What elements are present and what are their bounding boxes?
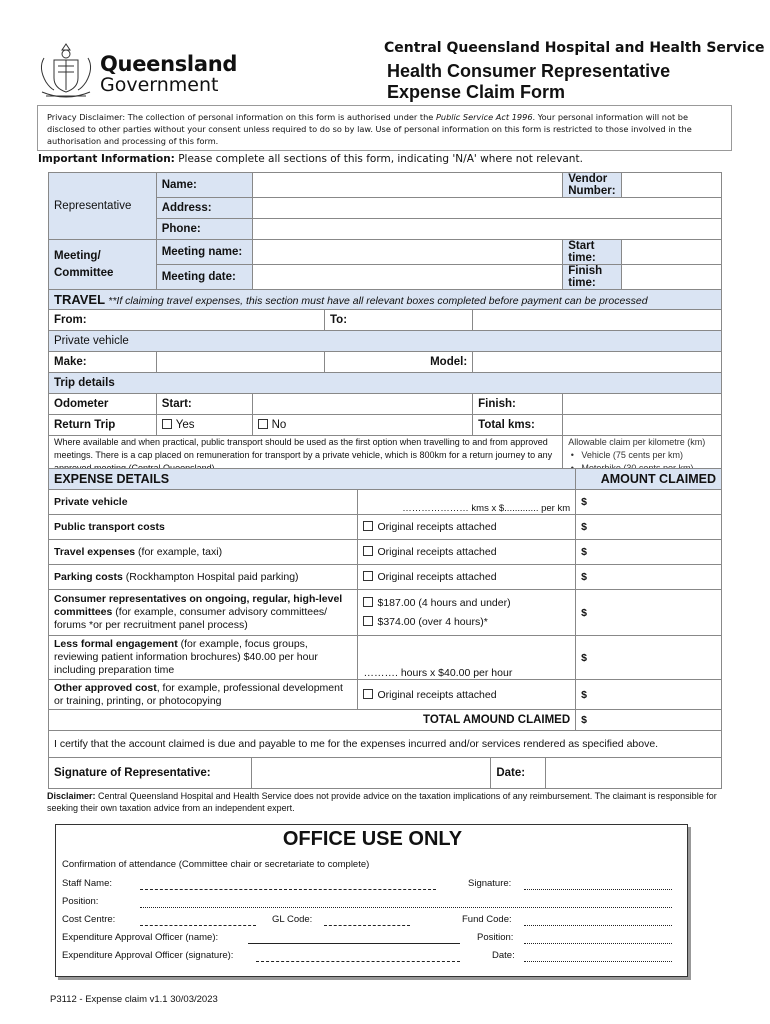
finish-time-label: Finish time:: [563, 265, 621, 290]
important-information: [38, 153, 583, 165]
vendor-number-label: Vendor Number:: [563, 173, 621, 198]
name-label: Name:: [156, 173, 252, 198]
eao-signature-field[interactable]: [256, 961, 460, 962]
amount-field[interactable]: $: [576, 540, 722, 565]
expense-row-consumer-rep: Consumer representatives on ongoing, regular, high-level committees (for example, consumer advisory committees/ forums *or per recruitment panel process): [49, 590, 358, 636]
representative-section-label: Representative: [49, 173, 157, 240]
claim-form-table: [48, 172, 722, 476]
staff-name-field[interactable]: [140, 889, 436, 890]
phone-field[interactable]: [252, 219, 721, 240]
amount-claimed-title: AMOUNT CLAIMED: [576, 469, 722, 490]
meeting-name-label: Meeting name:: [156, 240, 252, 265]
odometer-finish-field[interactable]: [563, 394, 722, 415]
meeting-name-field[interactable]: [252, 240, 563, 265]
total-kms-field[interactable]: [563, 415, 722, 436]
vendor-number-field[interactable]: [621, 173, 721, 198]
staff-name-label: Staff Name:: [62, 878, 112, 889]
confirmation-label: Confirmation of attendance (Committee chair or secretariate to complete): [62, 859, 370, 870]
signature-field[interactable]: [251, 758, 491, 789]
logo-wordmark-line1: Queensland: [100, 52, 238, 76]
important-text: Please complete all sections of this form, indicating 'N/A' where not relevant.: [174, 153, 583, 165]
amount-field[interactable]: $: [576, 680, 722, 710]
phone-label: Phone:: [156, 219, 252, 240]
form-footer: P3112 - Expense claim v1.1 30/03/2023: [50, 994, 218, 1005]
consumer-opt-187[interactable]: $187.00 (4 hours and under): [363, 594, 570, 613]
total-label: TOTAL AMOUND CLAIMED: [49, 710, 576, 731]
eao-name-label: Expenditure Approval Officer (name):: [62, 932, 219, 943]
queensland-crest-icon: [36, 40, 96, 102]
signature-label-office: Signature:: [468, 878, 512, 889]
position2-field[interactable]: [524, 943, 672, 944]
amount-field[interactable]: $: [576, 590, 722, 636]
eao-signature-label: Expenditure Approval Officer (signature):: [62, 950, 234, 961]
trip-details-header: Trip details: [49, 373, 722, 394]
address-label: Address:: [156, 198, 252, 219]
privacy-suffix: . Your personal information will not be disclosed to other parties without your consent unless required to do so by law. Use of personal information on this form is restricted to those involved in the authorisation and processing of this form.: [47, 112, 692, 146]
signature-table: [48, 757, 722, 789]
meeting-date-label: Meeting date:: [156, 265, 252, 290]
total-amount-field[interactable]: $: [576, 710, 722, 731]
amount-field[interactable]: $: [576, 565, 722, 590]
date-label: Date:: [491, 758, 546, 789]
expense-table: [48, 468, 722, 758]
amount-field[interactable]: $: [576, 515, 722, 540]
model-field[interactable]: [473, 352, 722, 373]
privacy-disclaimer: [37, 105, 732, 151]
position2-label: Position:: [477, 932, 514, 943]
amount-field[interactable]: $: [576, 490, 722, 515]
amount-field[interactable]: $: [576, 636, 722, 680]
receipts-checkbox[interactable]: [363, 546, 373, 556]
fund-code-field[interactable]: [524, 925, 672, 926]
allowable-title: Allowable claim per kilometre (km): [568, 437, 706, 447]
disclaimer-label: Disclaimer:: [47, 791, 96, 801]
return-trip-label: Return Trip: [49, 415, 157, 436]
privacy-act: Public Service Act 1996: [435, 112, 533, 122]
receipts-checkbox[interactable]: [363, 571, 373, 581]
eao-name-field[interactable]: [248, 943, 460, 944]
date-field[interactable]: [546, 758, 722, 789]
start-time-field[interactable]: [621, 240, 721, 265]
expense-row-travel: Travel expenses (for example, taxi): [49, 540, 358, 565]
expense-row-public-transport: Public transport costs: [49, 515, 358, 540]
yes-label: Yes: [175, 419, 195, 431]
consumer-rate-options: [358, 590, 576, 636]
return-no-checkbox[interactable]: [258, 419, 268, 429]
expense-row-private-vehicle: Private vehicle: [49, 490, 358, 515]
to-label: To:: [325, 310, 473, 331]
consumer-374-checkbox[interactable]: [363, 616, 373, 626]
no-label: No: [271, 419, 287, 431]
organisation-name: Central Queensland Hospital and Health Service: [384, 40, 765, 56]
from-label: From:: [54, 314, 87, 326]
office-date-label: Date:: [492, 950, 515, 961]
from-label-cell[interactable]: [49, 310, 325, 331]
odometer-finish-label: Finish:: [473, 394, 563, 415]
allowable-item-vehicle: • Vehicle (75 cents per km): [568, 450, 683, 460]
model-label: Model:: [325, 352, 473, 373]
make-label: Make:: [49, 352, 157, 373]
form-title-line1: Health Consumer Representative: [387, 61, 671, 81]
consumer-opt-374[interactable]: $374.00 (over 4 hours)*: [363, 613, 570, 632]
receipts-checkbox[interactable]: [363, 689, 373, 699]
expense-row-less-formal: Less formal engagement (for example, focus groups, reviewing patient information brochures) $40.00 per hour including preparation time: [49, 636, 358, 680]
receipts-option[interactable]: Original receipts attached: [358, 540, 576, 565]
taxation-disclaimer: [47, 790, 727, 814]
odometer-start-field[interactable]: [252, 394, 473, 415]
logo-wordmark-line2: Government: [100, 74, 219, 96]
travel-note: **If claiming travel expenses, this section must have all relevant boxes completed before payment can be processed: [108, 295, 648, 307]
disclaimer-text: Central Queensland Hospital and Health Service does not provide advice on the taxation implications of any reimbursement. The claimant is responsible for seeking their own taxation advice from an independent expert.: [47, 791, 717, 813]
cost-centre-label: Cost Centre:: [62, 914, 116, 925]
travel-header: [49, 290, 722, 310]
office-date-field[interactable]: [524, 961, 672, 962]
signature-field-office[interactable]: [524, 889, 672, 890]
privacy-prefix: Privacy Disclaimer: The collection of personal information on this form is authorised under the: [47, 112, 436, 122]
receipts-checkbox[interactable]: [363, 521, 373, 531]
receipts-option[interactable]: Original receipts attached: [358, 680, 576, 710]
less-formal-calc: ………. hours x $40.00 per hour: [358, 636, 576, 680]
signature-label: Signature of Representative:: [49, 758, 252, 789]
total-kms-label: Total kms:: [473, 415, 563, 436]
private-vehicle-calc: ………………… kms x $............. per km: [358, 490, 576, 515]
fund-code-label: Fund Code:: [462, 914, 512, 925]
expense-details-title: EXPENSE DETAILS: [49, 469, 576, 490]
gl-code-field[interactable]: [324, 925, 410, 926]
receipts-option[interactable]: Original receipts attached: [358, 515, 576, 540]
return-no-option[interactable]: [252, 415, 473, 436]
consumer-187-checkbox[interactable]: [363, 597, 373, 607]
expense-row-other: Other approved cost, for example, professional development or training, printing, or photocopying: [49, 680, 358, 710]
start-time-label: Start time:: [563, 240, 621, 265]
private-vehicle-header: Private vehicle: [49, 331, 722, 352]
odometer-start-label: Start:: [156, 394, 252, 415]
travel-title: TRAVEL: [54, 292, 106, 307]
position-field[interactable]: [140, 907, 672, 908]
important-label: Important Information:: [38, 153, 175, 165]
finish-time-field[interactable]: [621, 265, 721, 290]
certification-text: I certify that the account claimed is due and payable to me for the expenses incurred and/or services rendered as specified above.: [49, 731, 722, 758]
return-yes-option[interactable]: [156, 415, 252, 436]
office-use-title: OFFICE USE ONLY: [282, 828, 463, 850]
position-label: Position:: [62, 896, 99, 907]
address-field[interactable]: [252, 198, 721, 219]
return-yes-checkbox[interactable]: [162, 419, 172, 429]
gl-code-label: GL Code:: [272, 914, 313, 925]
name-field[interactable]: [252, 173, 563, 198]
odometer-label: Odometer: [49, 394, 157, 415]
office-use-panel: [55, 824, 688, 977]
meeting-date-field[interactable]: [252, 265, 563, 290]
receipts-option[interactable]: Original receipts attached: [358, 565, 576, 590]
transport-policy: Where available and when practical, public transport should be used as the first option when travelling to and from approved meetings. There is a cap placed on remuneration for transport by a private vehicle, which is 800km for a return journey to any: [49, 436, 563, 476]
make-field[interactable]: [156, 352, 324, 373]
meeting-section-label: Meeting/ Committee: [49, 240, 157, 290]
cost-centre-field[interactable]: [140, 925, 256, 926]
expense-row-parking: Parking costs (Rockhampton Hospital paid parking): [49, 565, 358, 590]
form-title-line2: Expense Claim Form: [387, 82, 566, 102]
to-field[interactable]: [473, 310, 722, 331]
